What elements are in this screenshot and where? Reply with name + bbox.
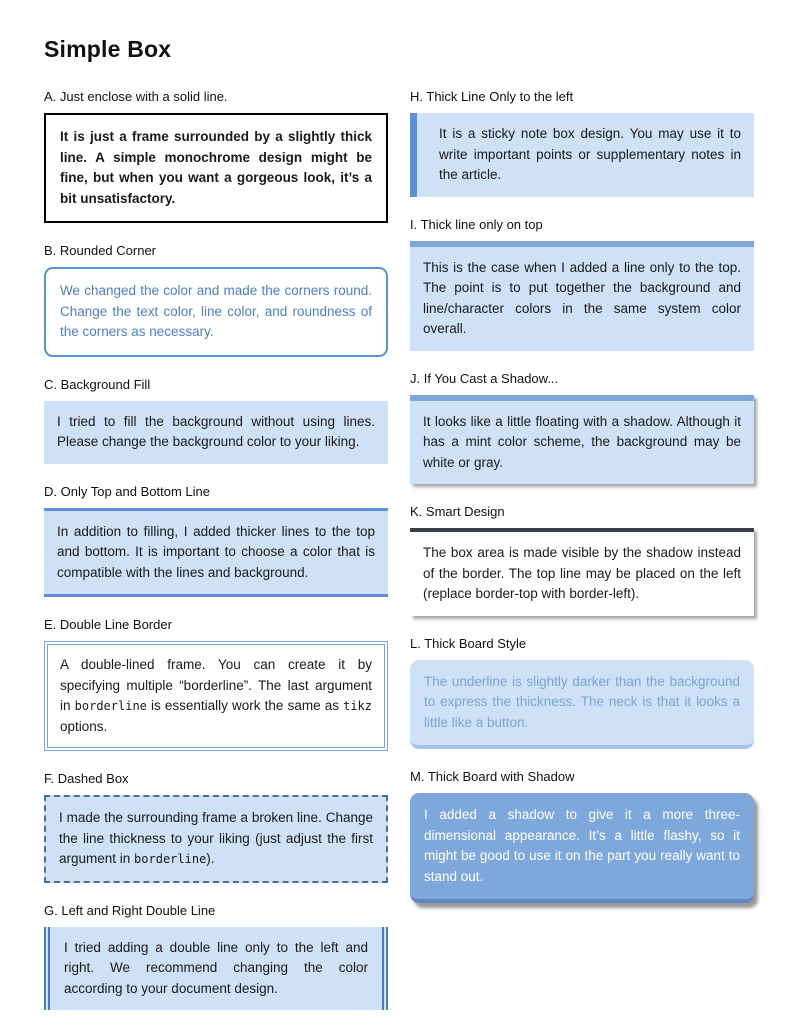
- box-j-label: J. If You Cast a Shadow...: [410, 370, 559, 386]
- box-g: I tried adding a double line only to the left and right. We recommend changing the color according to your document design.: [44, 927, 388, 1011]
- box-d-label: D. Only Top and Bottom Line: [44, 483, 210, 499]
- box-item-g: [44, 903, 388, 1011]
- box-item-e: [44, 617, 388, 751]
- box-k: The box area is made visible by the shadow instead of the border. The top line may be placed on the left (replace border-top with border-left).: [410, 528, 754, 616]
- box-f: [44, 795, 388, 883]
- box-b-label: B. Rounded Corner: [44, 243, 157, 259]
- box-h-label: H. Thick Line Only to the left: [410, 89, 574, 104]
- box-e-text-1: A double-lined frame. You can create it by specifying multiple “borderline”. The last argument in: [60, 657, 372, 714]
- box-f-label: F. Dashed Box: [44, 771, 129, 787]
- box-item-a: [44, 89, 388, 223]
- box-item-d: [44, 484, 388, 598]
- box-e-text-3: options.: [60, 718, 108, 734]
- box-j: It looks like a little floating with a shadow. Although it has a mint color scheme, the background may be white or gray.: [410, 395, 754, 485]
- box-e-code-borderline: borderline: [74, 699, 147, 714]
- box-m-label: M. Thick Board with Shadow: [410, 769, 575, 785]
- box-item-c: [44, 377, 388, 464]
- box-l: The underline is slightly darker than the background to express the thickness. The neck is that it looks a little like a button.: [410, 660, 754, 750]
- box-d: In addition to filling, I added thicker lines to the top and bottom. It is important to choose a color that is compatible with the lines and background.: [44, 508, 388, 598]
- page-title: Simple Box: [44, 36, 172, 62]
- box-f-text-1: I made the surrounding frame a broken line. Change the line thickness to your liking (just adjust the first argument in: [59, 810, 373, 867]
- box-l-label: L. Thick Board Style: [410, 635, 527, 651]
- box-k-label: K. Smart Design: [410, 504, 505, 520]
- box-item-f: [44, 771, 388, 883]
- box-h: It is a sticky note box design. You may use it to write important points or supplementary notes in the article.: [410, 113, 754, 197]
- box-item-h: [410, 89, 754, 197]
- box-g-label: G. Left and Right Double Line: [44, 902, 216, 918]
- box-item-j: [410, 371, 754, 485]
- box-f-code-borderline: borderline: [134, 852, 207, 867]
- column-left: [44, 89, 388, 1030]
- box-item-l: [410, 636, 754, 750]
- box-e-text-2: is essentially work the same as: [146, 698, 344, 714]
- box-item-i: [410, 217, 754, 351]
- box-f-text-2: ).: [206, 851, 215, 867]
- box-i: This is the case when I added a line only to the top. The point is to put together the background and line/character colors in the same system color overall.: [410, 241, 754, 351]
- box-b: We changed the color and made the corners round. Change the text color, line color, and roundness of the corners as necessary.: [44, 267, 388, 357]
- box-e-label: E. Double Line Border: [44, 617, 172, 633]
- box-e-code-tikz: tikz: [343, 699, 372, 714]
- box-item-m: [410, 769, 754, 903]
- box-m: I added a shadow to give it a more three-dimensional appearance. It’s a little flashy, so it might be good to use it on the part you really want to stand out.: [410, 793, 754, 903]
- columns: [44, 89, 752, 1030]
- box-a: It is just a frame surrounded by a slightly thick line. A simple monochrome design might be fine, but when you want a gorgeous look, it’s a bit unsatisfactory.: [44, 113, 388, 223]
- box-item-b: [44, 243, 388, 357]
- box-i-label: I. Thick line only on top: [410, 216, 543, 232]
- box-c: I tried to fill the background without using lines. Please change the background color to your liking.: [44, 401, 388, 464]
- box-e: [44, 641, 388, 751]
- box-a-label: A. Just enclose with a solid line.: [44, 89, 228, 104]
- box-c-label: C. Background Fill: [44, 376, 151, 392]
- column-right: [410, 89, 754, 923]
- box-item-k: [410, 504, 754, 616]
